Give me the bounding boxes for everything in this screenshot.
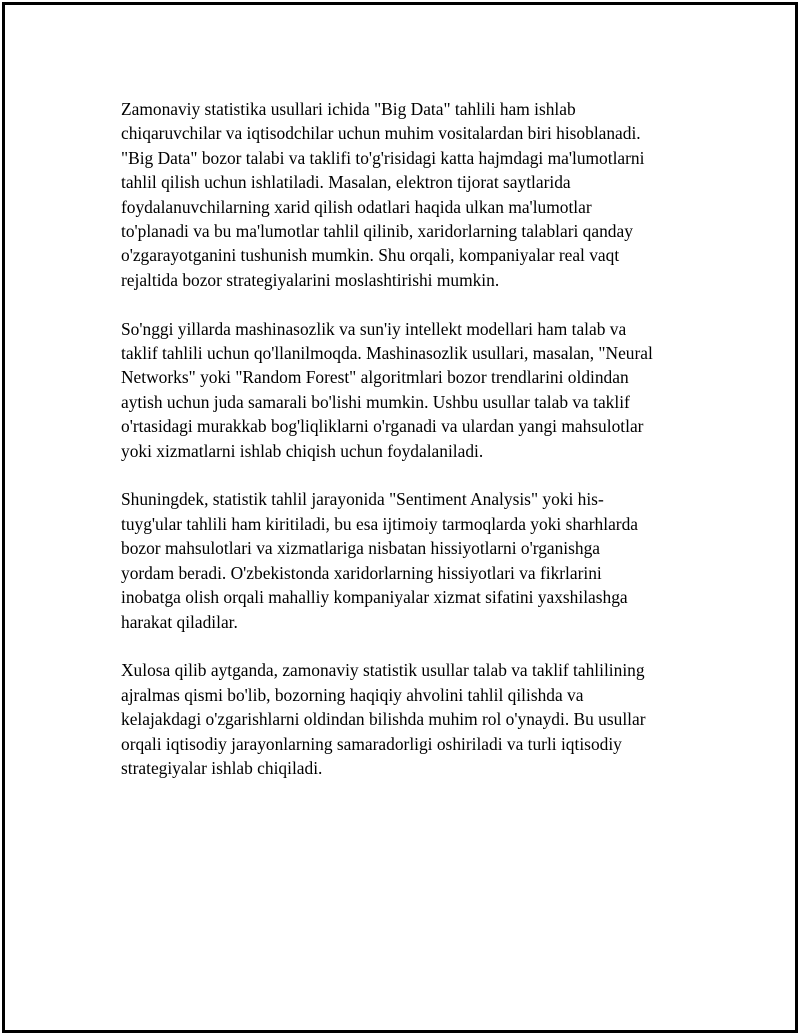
text-line: orqali iqtisodiy jarayonlarning samaradorligi oshiriladi va turli iqtisodiy (121, 733, 622, 754)
text-line: strategiyalar ishlab chiqiladi. (121, 757, 323, 778)
text-line: Shuningdek, statistik tahlil jarayonida "Sentiment Analysis" yoki his- (121, 489, 604, 510)
text-line: So'nggi yillarda mashinasozlik va sun'iy intellekt modellari ham talab va (121, 318, 627, 339)
paragraph-big-data (121, 97, 689, 292)
text-line: yordam beradi. O'zbekistonda xaridorlarning hissiyotlari va fikrlarini (121, 562, 602, 583)
document-body (121, 97, 689, 805)
text-line: ajralmas qismi bo'lib, bozorning haqiqiy ahvolini tahlil qilishda va (121, 684, 584, 705)
text-line: tahlil qilish uchun ishlatiladi. Masalan, elektron tijorat saytlarida (121, 172, 571, 193)
text-line: foydalanuvchilarning xarid qilish odatlari haqida ulkan ma'lumotlar (121, 196, 592, 217)
text-line: o'zgarayotganini tushunish mumkin. Shu orqali, kompaniyalar real vaqt (121, 245, 620, 266)
text-line: aytish uchun juda samarali bo'lishi mumkin. Ushbu usullar talab va taklif (121, 391, 630, 412)
text-line: chiqaruvchilar va iqtisodchilar uchun muhim vositalardan biri hisoblanadi. (121, 123, 641, 144)
paragraph-machine-learning (121, 317, 689, 463)
text-line: kelajakdagi o'zgarishlarni oldindan bilishda muhim rol o'ynaydi. Bu usullar (121, 709, 646, 730)
text-line: "Big Data" bozor talabi va taklifi to'g'risidagi katta hajmdagi ma'lumotlarni (121, 147, 645, 168)
text-line: Xulosa qilib aytganda, zamonaviy statistik usullar talab va taklif tahlilining (121, 660, 645, 681)
text-line: o'rtasidagi murakkab bog'liqliklarni o'rganadi va ulardan yangi mahsulotlar (121, 416, 644, 437)
text-line: bozor mahsulotlari va xizmatlariga nisbatan hissiyotlarni o'rganishga (121, 538, 601, 559)
text-line: Networks" yoki "Random Forest" algoritmlari bozor trendlarini oldindan (121, 367, 629, 388)
text-line: harakat qiladilar. (121, 611, 238, 632)
text-line: taklif tahlili uchun qo'llanilmoqda. Mashinasozlik usullari, masalan, "Neural (121, 343, 653, 364)
text-line: inobatga olish orqali mahalliy kompaniyalar xizmat sifatini yaxshilashga (121, 587, 628, 608)
paragraph-sentiment-analysis (121, 487, 689, 633)
text-line: tuyg'ular tahlili ham kiritiladi, bu esa ijtimoiy tarmoqlarda yoki sharhlarda (121, 513, 638, 534)
text-line: to'planadi va bu ma'lumotlar tahlil qilinib, xaridorlarning talablari qanday (121, 221, 633, 242)
text-line: yoki xizmatlarni ishlab chiqish uchun foydalaniladi. (121, 440, 484, 461)
page-frame (2, 2, 798, 1033)
text-line: rejaltida bozor strategiyalarini moslashtirishi mumkin. (121, 269, 500, 290)
paragraph-conclusion (121, 658, 689, 780)
text-line: Zamonaviy statistika usullari ichida "Big Data" tahlili ham ishlab (121, 99, 576, 119)
